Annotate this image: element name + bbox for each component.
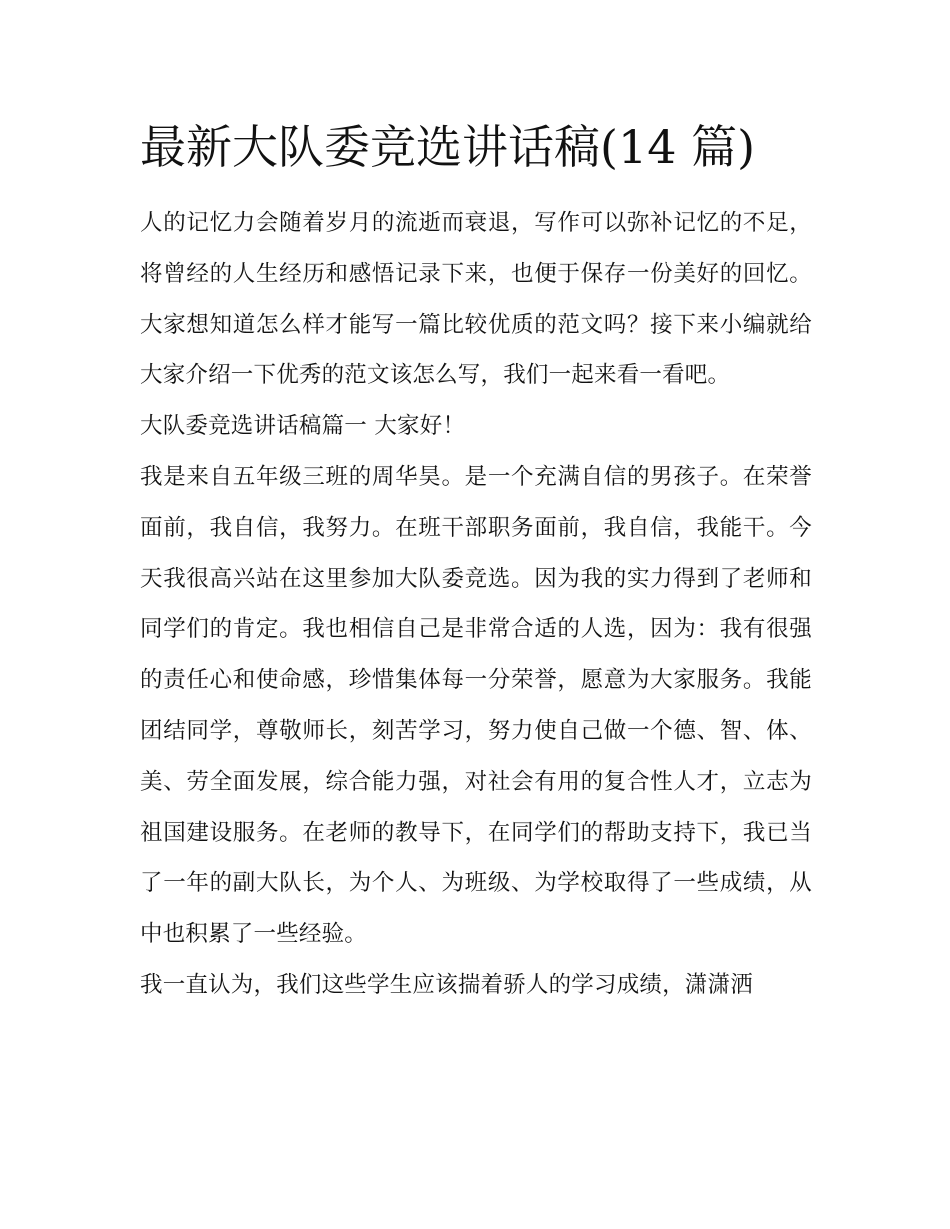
document-body	[140, 198, 812, 1011]
speech-paragraph: 我是来自五年级三班的周华昊。是一个充满自信的男孩子。在荣誉面前，我自信，我努力。在班干部职务面前，我自信，我能干。今天我很高兴站在这里参加大队委竞选。因为我的实力得到了老师和同学们的肯定。我也相信自己是非常合适的人选，因为：我有很强的责任心和使命感，珍惜集体每一分荣誉，愿意为大家服务。我能团结同学，尊敬师长，刻苦学习，努力使自己做一个德、智、体、美、劳全面发展，综合能力强，对社会有用的复合性人才，立志为祖国建设服务。在老师的教导下，在同学们的帮助支持下，我已当了一年的副大队长，为个人、为班级、为学校取得了一些成绩，从中也积累了一些经验。	[140, 463, 812, 948]
intro-paragraph: 人的记忆力会随着岁月的流逝而衰退，写作可以弥补记忆的不足，将曾经的人生经历和感悟记录下来，也便于保存一份美好的回忆。大家想知道怎么样才能写一篇比较优质的范文吗？接下来小编就给大家介绍一下优秀的范文该怎么写，我们一起来看一看吧。	[140, 210, 812, 389]
document-title: 最新大队委竞选讲话稿(14 篇)	[140, 120, 756, 174]
section-heading-paragraph: 大队委竞选讲话稿篇一 大家好！	[140, 413, 466, 440]
continuation-paragraph: 我一直认为，我们这些学生应该揣着骄人的学习成绩，潇潇洒	[140, 971, 753, 998]
